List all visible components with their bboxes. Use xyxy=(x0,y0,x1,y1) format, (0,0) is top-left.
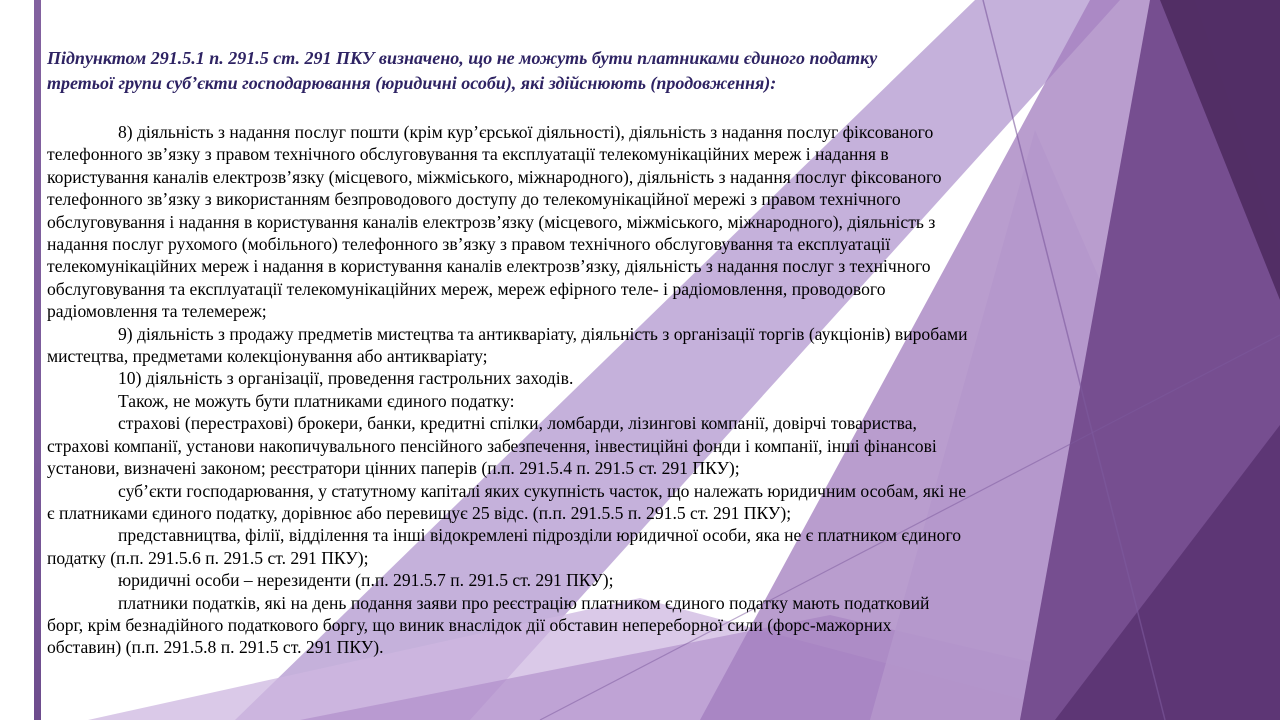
body-paragraph-capital-share: суб’єкти господарювання, у статутному капіталі яких сукупність часток, що належать юридичним особам, які не є платниками єдиного податку, дорівнює або перевищує 25 відс. (п.п. 291.5.5 п. 291.5 ст. 291 ПКУ); xyxy=(47,480,967,523)
body-paragraph-tax-debt: платники податків, які на день подання заяви про реєстрацію платником єдиного податку мають податковий борг, крім безнадійного податкового боргу, що виник внаслідок дії обставин непереборної сили (форс-мажорних обставин) (п.п. 291.5.8 п. 291.5 ст. 291 ПКУ). xyxy=(47,592,930,658)
body-paragraph-9: 9) діяльність з продажу предметів мистецтва та антикваріату, діяльність з організації торгів (аукціонів) виробами мистецтва, предметами колекціонування або антикваріату; xyxy=(47,323,968,367)
slide-title: Підпунктом 291.5.1 п. 291.5 ст. 291 ПКУ визначено, що не можуть бути платниками єдиного податку третьої групи суб’єкти господарювання (юридичні особи), які здійснюють (продовження): xyxy=(47,48,878,93)
body-paragraph-10: 10) діяльність з організації, проведення гастрольних заходів. xyxy=(118,368,574,389)
slide-body xyxy=(47,121,969,659)
left-accent-bar xyxy=(34,0,41,720)
body-paragraph-also: Також, не можуть бути платниками єдиного податку: xyxy=(118,390,515,411)
slide-content xyxy=(47,46,969,659)
body-paragraph-financial-institutions: страхові (перестрахові) брокери, банки, кредитні спілки, ломбарди, лізингові компанії, довірчі товариства, страхові компанії, установи накопичувального пенсійного забезпечення, інвестиційні фонди і компанії, інші фінансові установи, визначені законом; реєстратори цінних паперів (п.п. 291.5.4 п. 291.5 ст. 291 ПКУ); xyxy=(47,413,937,479)
body-paragraph-nonresidents: юридичні особи – нерезиденти (п.п. 291.5.7 п. 291.5 ст. 291 ПКУ); xyxy=(118,570,614,591)
body-paragraph-8: 8) діяльність з надання послуг пошти (крім кур’єрської діяльності), діяльність з надання послуг фіксованого телефонного зв’язку з правом технічного обслуговування та експлуатації телекомунікаційних мереж і надання в користування каналів електрозв’язку (місцевого, міжміського, міжнародного), діяльність з надання послуг фіксованого телефонного зв’язку з використанням безпроводового доступу до телекомунікаційної мережі з правом технічного обслуговування і надання в користування каналів електрозв’язку (місцевого, міжміського, міжнародного), діяльність з надання послуг рухомого (мобільного) телефонного зв’язку з правом технічного обслуговування та експлуатації телекомунікаційних мереж і надання в користування каналів електрозв’язку, діяльність з надання послуг з технічного обслуговування та експлуатації телекомунікаційних мереж, мереж ефірного теле- і радіомовлення, проводового радіомовлення та телемереж; xyxy=(47,122,942,322)
body-paragraph-branches: представництва, філії, відділення та інші відокремлені підрозділи юридичної особи, яка не є платником єдиного податку (п.п. 291.5.6 п. 291.5 ст. 291 ПКУ); xyxy=(47,525,962,568)
